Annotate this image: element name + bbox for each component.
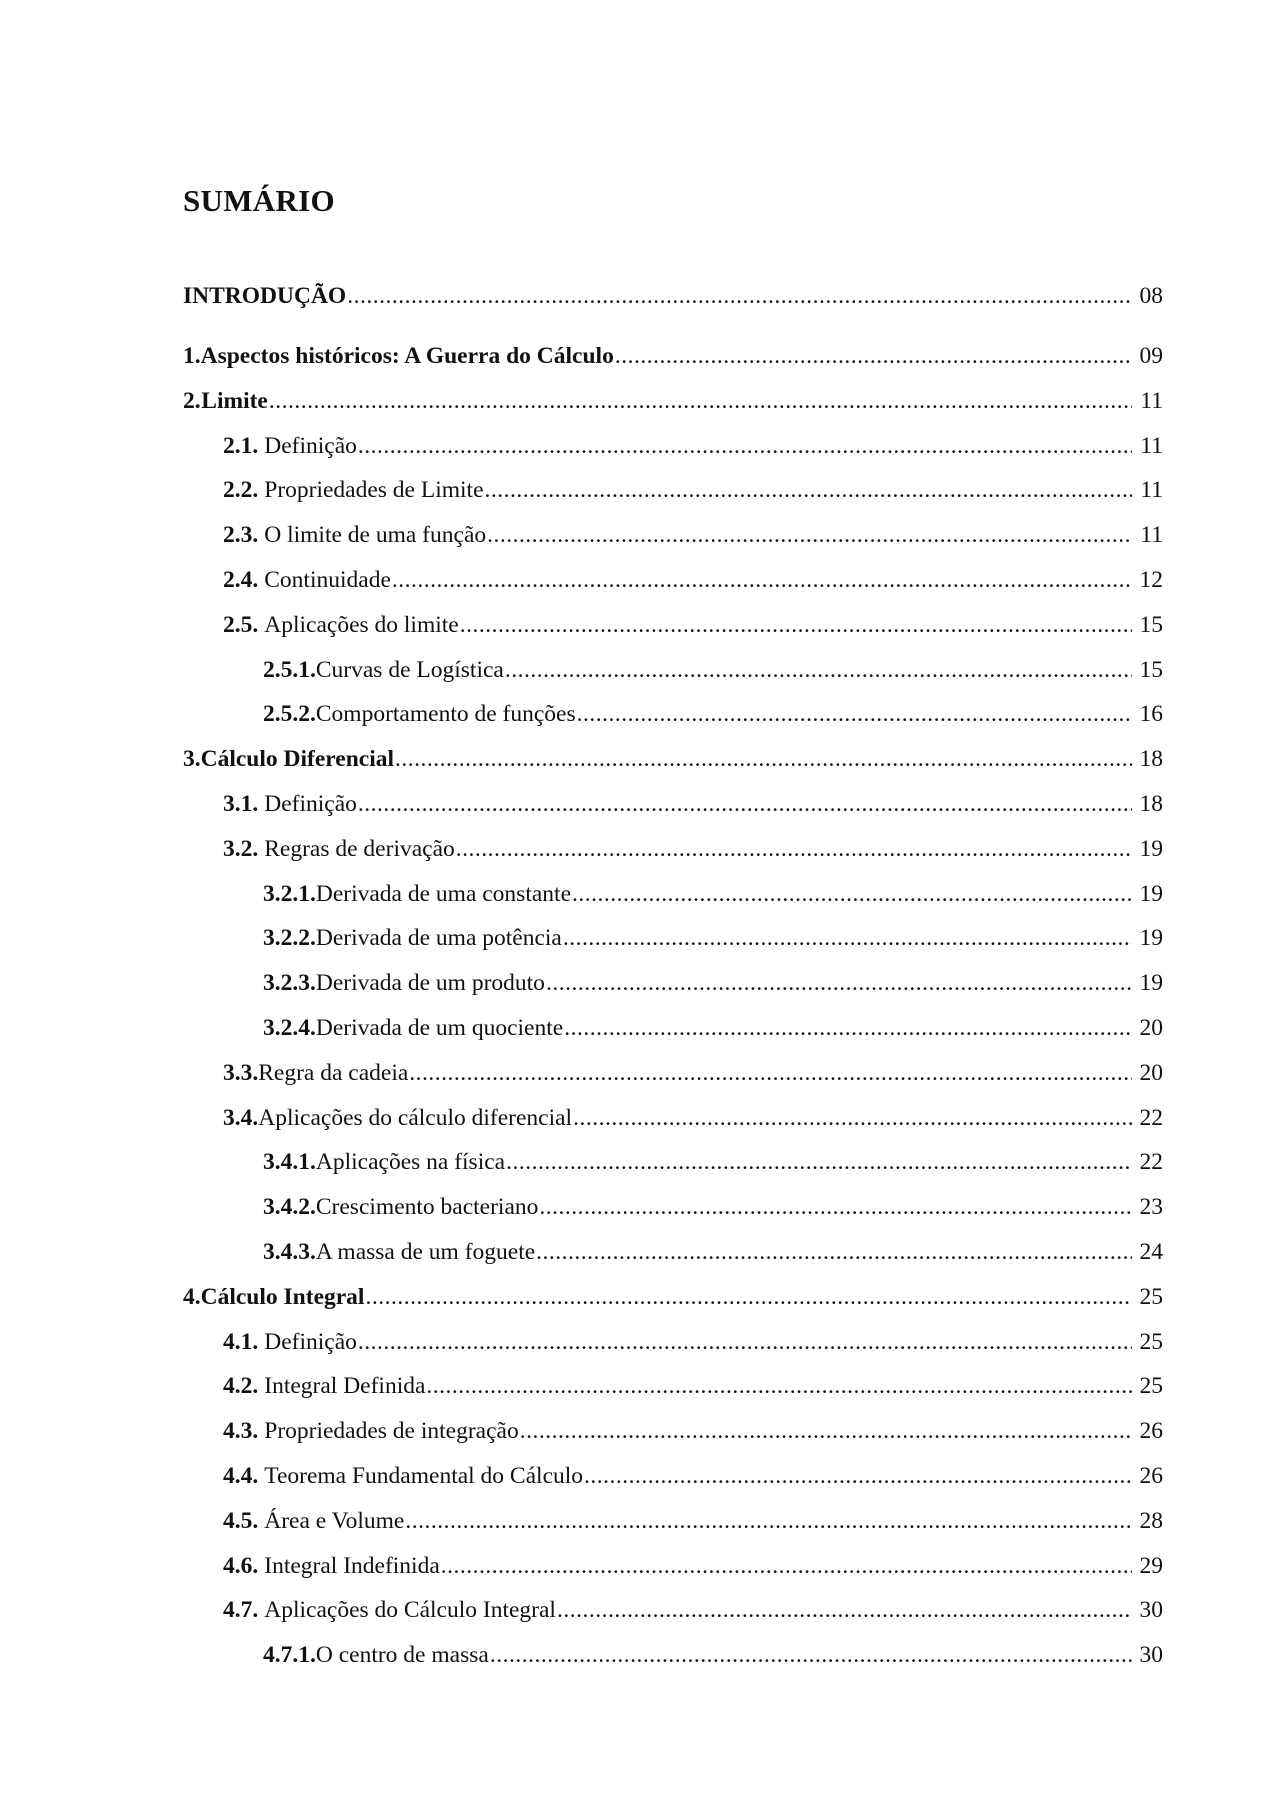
toc-entry-page: 22	[1139, 1104, 1163, 1131]
toc-dot-leader	[347, 283, 1132, 310]
toc-entry-page: 26	[1139, 1462, 1163, 1489]
toc-entry-label: Propriedades de integração	[264, 1418, 519, 1445]
toc-entry-label: INTRODUÇÃO	[183, 283, 347, 309]
toc-entry-number: 4.2.	[223, 1373, 259, 1400]
toc-entry-number: 4.7.	[223, 1597, 259, 1624]
toc-entry-2-5	[183, 612, 1163, 657]
toc-entry-page: 15	[1139, 656, 1163, 683]
toc-entry-1	[183, 343, 1163, 388]
toc-entry-page: 25	[1139, 1373, 1163, 1400]
toc-entry-2	[183, 388, 1163, 433]
toc-dot-leader	[557, 1597, 1132, 1624]
toc-entry-number: 2.4.	[223, 566, 259, 593]
toc-entry-number: 1.	[183, 343, 201, 369]
toc-entry-number: 4.4.	[223, 1462, 259, 1489]
toc-dot-leader	[426, 1373, 1132, 1400]
toc-entry-page: 30	[1139, 1597, 1163, 1624]
toc-entry-page: 29	[1139, 1552, 1163, 1579]
toc-entry-label: Derivada de uma constante	[315, 880, 572, 907]
toc-entry-page: 24	[1139, 1238, 1163, 1265]
toc-entry-number: 2.3.	[223, 522, 259, 549]
toc-entry-label: Aplicações na física	[315, 1149, 506, 1176]
toc-entry-label: Limite	[201, 387, 268, 414]
toc-entry-page: 15	[1139, 611, 1163, 638]
toc-entry-label: Regras de derivação	[264, 835, 455, 862]
toc-entry-page: 12	[1139, 566, 1163, 593]
toc-entry-label: Cálculo Diferencial	[200, 746, 395, 773]
toc-entry-label: Aplicações do Cálculo Integral	[264, 1597, 556, 1624]
toc-entry-label: Comportamento de funções	[315, 701, 576, 728]
toc-dot-leader	[456, 836, 1132, 863]
toc-entry-number: 2.2.	[223, 477, 259, 504]
toc-entry-4-1	[183, 1329, 1163, 1374]
toc-entry-number: 4.7.1.	[263, 1642, 316, 1669]
toc-entry-3-1	[183, 791, 1163, 836]
toc-entry-number: 3.2.1.	[263, 880, 316, 907]
toc-entry-number: 2.	[183, 387, 201, 414]
toc-entry-page: 19	[1139, 925, 1163, 952]
toc-entry-label: A massa de um foguete	[315, 1238, 536, 1265]
toc-dot-leader	[485, 477, 1132, 504]
toc-entry-page: 19	[1139, 880, 1163, 907]
toc-dot-leader	[539, 1194, 1132, 1221]
toc-entry-label: Teorema Fundamental do Cálculo	[264, 1462, 584, 1489]
toc-dot-leader	[358, 433, 1132, 460]
toc-entry-2-1	[183, 433, 1163, 478]
toc-dot-leader	[564, 1015, 1132, 1042]
toc-dot-leader	[405, 1508, 1132, 1535]
toc-entry-page: 20	[1139, 1059, 1163, 1086]
page-title: SUMÁRIO	[183, 183, 335, 218]
toc-entry-page: 09	[1139, 343, 1163, 369]
toc-entry-number: 3.4.2.	[263, 1194, 316, 1221]
toc-entry-3-2	[183, 836, 1163, 881]
toc-entry-page: 08	[1139, 283, 1163, 309]
toc-entry-page: 11	[1140, 432, 1163, 459]
toc-entry-4-6	[183, 1553, 1163, 1598]
toc-entry-page: 18	[1139, 746, 1163, 773]
toc-dot-leader	[505, 657, 1132, 684]
toc-entry-number: 3.2.4.	[263, 1014, 316, 1041]
toc-entry-3-4-2	[183, 1194, 1163, 1239]
toc-entry-number: 3.4.1.	[263, 1149, 316, 1176]
table-of-contents	[183, 283, 1163, 1687]
toc-entry-label: Aspectos históricos: A Guerra do Cálculo	[200, 343, 614, 369]
toc-entry-page: 25	[1139, 1328, 1163, 1355]
toc-entry-label: Aplicações do cálculo diferencial	[258, 1104, 573, 1131]
toc-entry-number: 3.4.3.	[263, 1238, 316, 1265]
toc-entry-3-2-1	[183, 881, 1163, 926]
toc-entry-2-4	[183, 567, 1163, 612]
toc-entry-3-4-3	[183, 1239, 1163, 1284]
toc-entry-number: 4.1.	[223, 1328, 259, 1355]
toc-entry-2-5-2	[183, 701, 1163, 746]
toc-entry-introducao	[183, 283, 1163, 343]
toc-entry-label: O limite de uma função	[264, 522, 487, 549]
toc-entry-number: 3.2.3.	[263, 970, 316, 997]
toc-dot-leader	[395, 746, 1132, 773]
toc-entry-page: 30	[1139, 1642, 1163, 1669]
toc-entry-label: Derivada de um produto	[315, 970, 545, 997]
toc-entry-4-3	[183, 1418, 1163, 1463]
toc-entry-page: 25	[1139, 1283, 1163, 1310]
toc-dot-leader	[409, 1060, 1132, 1087]
toc-dot-leader	[546, 970, 1132, 997]
toc-entry-number: 4.6.	[223, 1552, 259, 1579]
toc-entry-3-4-1	[183, 1149, 1163, 1194]
toc-entry-page: 28	[1139, 1507, 1163, 1534]
toc-entry-label: Crescimento bacteriano	[315, 1194, 539, 1221]
toc-entry-page: 19	[1139, 970, 1163, 997]
toc-entry-label: Aplicações do limite	[264, 611, 459, 638]
toc-entry-label: O centro de massa	[315, 1642, 489, 1669]
toc-dot-leader	[520, 1418, 1132, 1445]
toc-entry-label: Propriedades de Limite	[264, 477, 484, 504]
toc-entry-page: 19	[1139, 835, 1163, 862]
toc-entry-number: 4.3.	[223, 1418, 259, 1445]
toc-entry-4-5	[183, 1508, 1163, 1553]
toc-dot-leader	[577, 701, 1132, 728]
toc-entry-page: 23	[1139, 1194, 1163, 1221]
toc-dot-leader	[358, 1329, 1132, 1356]
toc-entry-page: 26	[1139, 1418, 1163, 1445]
toc-entry-label: Derivada de um quociente	[315, 1014, 564, 1041]
toc-entry-4-4	[183, 1463, 1163, 1508]
toc-entry-number: 3.2.	[223, 835, 259, 862]
toc-entry-page: 11	[1140, 477, 1163, 504]
toc-dot-leader	[269, 388, 1132, 415]
toc-entry-number: 2.5.2.	[263, 701, 316, 728]
toc-entry-label: Curvas de Logística	[315, 656, 504, 683]
toc-dot-leader	[490, 1642, 1132, 1669]
toc-dot-leader	[572, 881, 1132, 908]
toc-entry-label: Derivada de uma potência	[315, 925, 562, 952]
toc-entry-2-2	[183, 477, 1163, 522]
toc-entry-4-7-1	[183, 1642, 1163, 1687]
toc-entry-page: 11	[1140, 522, 1163, 549]
toc-entry-number: 4.5.	[223, 1507, 259, 1534]
toc-entry-3	[183, 746, 1163, 791]
toc-entry-number: 2.5.	[223, 611, 259, 638]
toc-entry-number: 3.3.	[223, 1059, 259, 1086]
toc-entry-label: Definição	[264, 790, 357, 817]
toc-entry-3-2-3	[183, 970, 1163, 1015]
toc-entry-3-2-2	[183, 925, 1163, 970]
toc-dot-leader	[365, 1284, 1132, 1311]
toc-entry-3-3	[183, 1060, 1163, 1105]
toc-entry-4-7	[183, 1597, 1163, 1642]
toc-dot-leader	[563, 925, 1132, 952]
toc-dot-leader	[392, 567, 1132, 594]
toc-dot-leader	[506, 1149, 1132, 1176]
toc-entry-label: Cálculo Integral	[200, 1283, 365, 1310]
toc-entry-page: 22	[1139, 1149, 1163, 1176]
toc-dot-leader	[615, 343, 1132, 370]
toc-entry-3-4	[183, 1105, 1163, 1150]
toc-entry-number: 3.1.	[223, 790, 259, 817]
toc-dot-leader	[536, 1239, 1132, 1266]
toc-entry-3-2-4	[183, 1015, 1163, 1060]
toc-entry-2-3	[183, 522, 1163, 567]
toc-entry-page: 16	[1139, 701, 1163, 728]
toc-entry-label: Área e Volume	[264, 1507, 405, 1534]
toc-entry-label: Integral Indefinida	[264, 1552, 440, 1579]
toc-dot-leader	[487, 522, 1132, 549]
toc-dot-leader	[441, 1553, 1132, 1580]
toc-entry-number: 3.4.	[223, 1104, 259, 1131]
toc-entry-label: Definição	[264, 1328, 357, 1355]
toc-entry-number: 4.	[183, 1283, 201, 1310]
toc-entry-label: Continuidade	[264, 566, 391, 593]
toc-entry-number: 3.2.2.	[263, 925, 316, 952]
toc-entry-label: Definição	[264, 432, 357, 459]
toc-entry-2-5-1	[183, 657, 1163, 702]
toc-dot-leader	[573, 1105, 1132, 1132]
toc-entry-number: 2.1.	[223, 432, 259, 459]
toc-dot-leader	[358, 791, 1132, 818]
toc-entry-page: 11	[1140, 387, 1163, 414]
toc-dot-leader	[460, 612, 1132, 639]
toc-entry-4-2	[183, 1373, 1163, 1418]
toc-entry-4	[183, 1284, 1163, 1329]
toc-entry-number: 3.	[183, 746, 201, 773]
toc-entry-label: Integral Definida	[264, 1373, 426, 1400]
toc-dot-leader	[584, 1463, 1132, 1490]
toc-entry-page: 20	[1139, 1014, 1163, 1041]
toc-entry-page: 18	[1139, 790, 1163, 817]
toc-entry-number: 2.5.1.	[263, 656, 316, 683]
toc-entry-label: Regra da cadeia	[258, 1059, 409, 1086]
